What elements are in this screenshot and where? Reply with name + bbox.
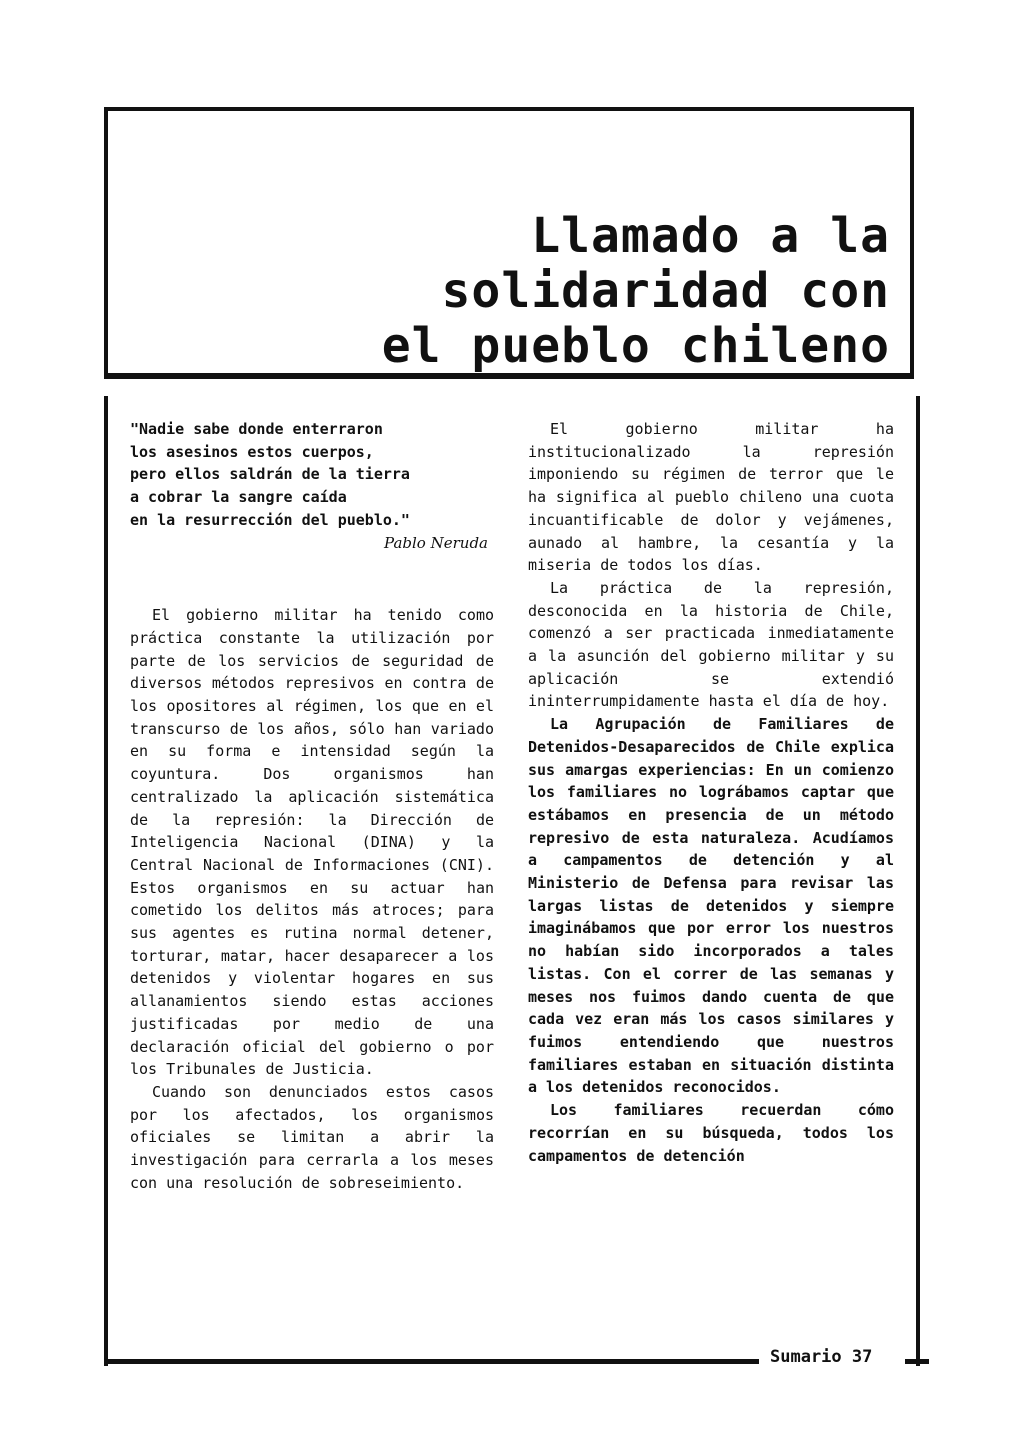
right-frame-rule <box>916 396 920 1366</box>
magazine-name: Sumario <box>770 1347 842 1367</box>
page-footer <box>770 1347 872 1367</box>
left-column <box>130 418 494 1195</box>
body-paragraph: El gobierno militar ha tenido como práctica constante la utilización por parte de los servicios de seguridad de diversos métodos represivos en contra de los opositores al régimen, los que en el transcurso de los años, sólo han variado en su forma e intensidad según la coyuntura. Dos organismos han centralizado la aplicación sistemática de la represión: la Dirección de Inteligencia Nacional (DINA) y la Central Nacional de Informaciones (CNI). Estos organismos en su actuar han cometido los delitos más atroces; para sus agentes es rutina normal detener, torturar, matar, hacer desaparecer a los detenidos y violentar hogares en sus allanamientos siendo estas acciones justificadas por medio de una declaración oficial del gobierno o por los Tribunales de Justicia. <box>130 606 494 1079</box>
article-title <box>382 209 890 374</box>
bottom-rule-end <box>905 1359 929 1364</box>
left-frame-rule <box>104 396 108 1366</box>
bottom-rule <box>104 1359 759 1364</box>
title-line: Llamado a la <box>531 208 890 264</box>
page-number: 37 <box>851 1347 873 1367</box>
title-box <box>104 107 914 379</box>
body-paragraph: Los familiares recuerdan cómo recorrían en su búsqueda, todos los campamentos de detención <box>528 1101 894 1165</box>
title-line: el pueblo chileno <box>381 318 890 374</box>
right-column <box>528 418 894 1167</box>
body-paragraph: La Agrupación de Familiares de Detenidos-Desaparecidos de Chile explica sus amargas experiencias: En un comienzo los familiares no lográbamos captar que estábamos en presencia de un método represivo de esta naturaleza. Acudíamos a campamentos de detención y al Ministerio de Defensa para revisar las largas listas de detenidos y siempre imaginábamos que por error los nuestros no habían sido incorporados a tales listas. Con el correr de las semanas y meses nos fuimos dando cuenta de que cada vez eran más los casos similares y fuimos entendiendo que nuestros familiares estaban en situación distinta a los detenidos reconocidos. <box>528 715 894 1097</box>
title-line: solidaridad con <box>441 263 890 319</box>
body-paragraph: Cuando son denunciados estos casos por los afectados, los organismos oficiales se limitan a abrir la investigación para cerrarla a los meses con una resolución de sobreseimiento. <box>130 1082 494 1192</box>
body-paragraph: El gobierno militar ha institucionalizado la represión imponiendo su régimen de terror que le ha significa al pueblo chileno una cuota incuantificable de dolor y vejámenes, aunado al hambre, la cesantía y la miseria de todos los días. <box>528 420 894 575</box>
epigraph-quote: "Nadie sabe donde enterraron los asesinos estos cuerpos, pero ellos saldrán de la tierra a cobrar la sangre caída en la resurrección del pueblo." <box>130 420 410 529</box>
epigraph-author: Pablo Neruda <box>384 533 488 552</box>
body-paragraph: La práctica de la represión, desconocida en la historia de Chile, comenzó a ser practicada inmediatamente a la asunción del gobierno militar y su aplicación se extendió ininterrumpidamente hasta el día de hoy. <box>528 578 894 711</box>
